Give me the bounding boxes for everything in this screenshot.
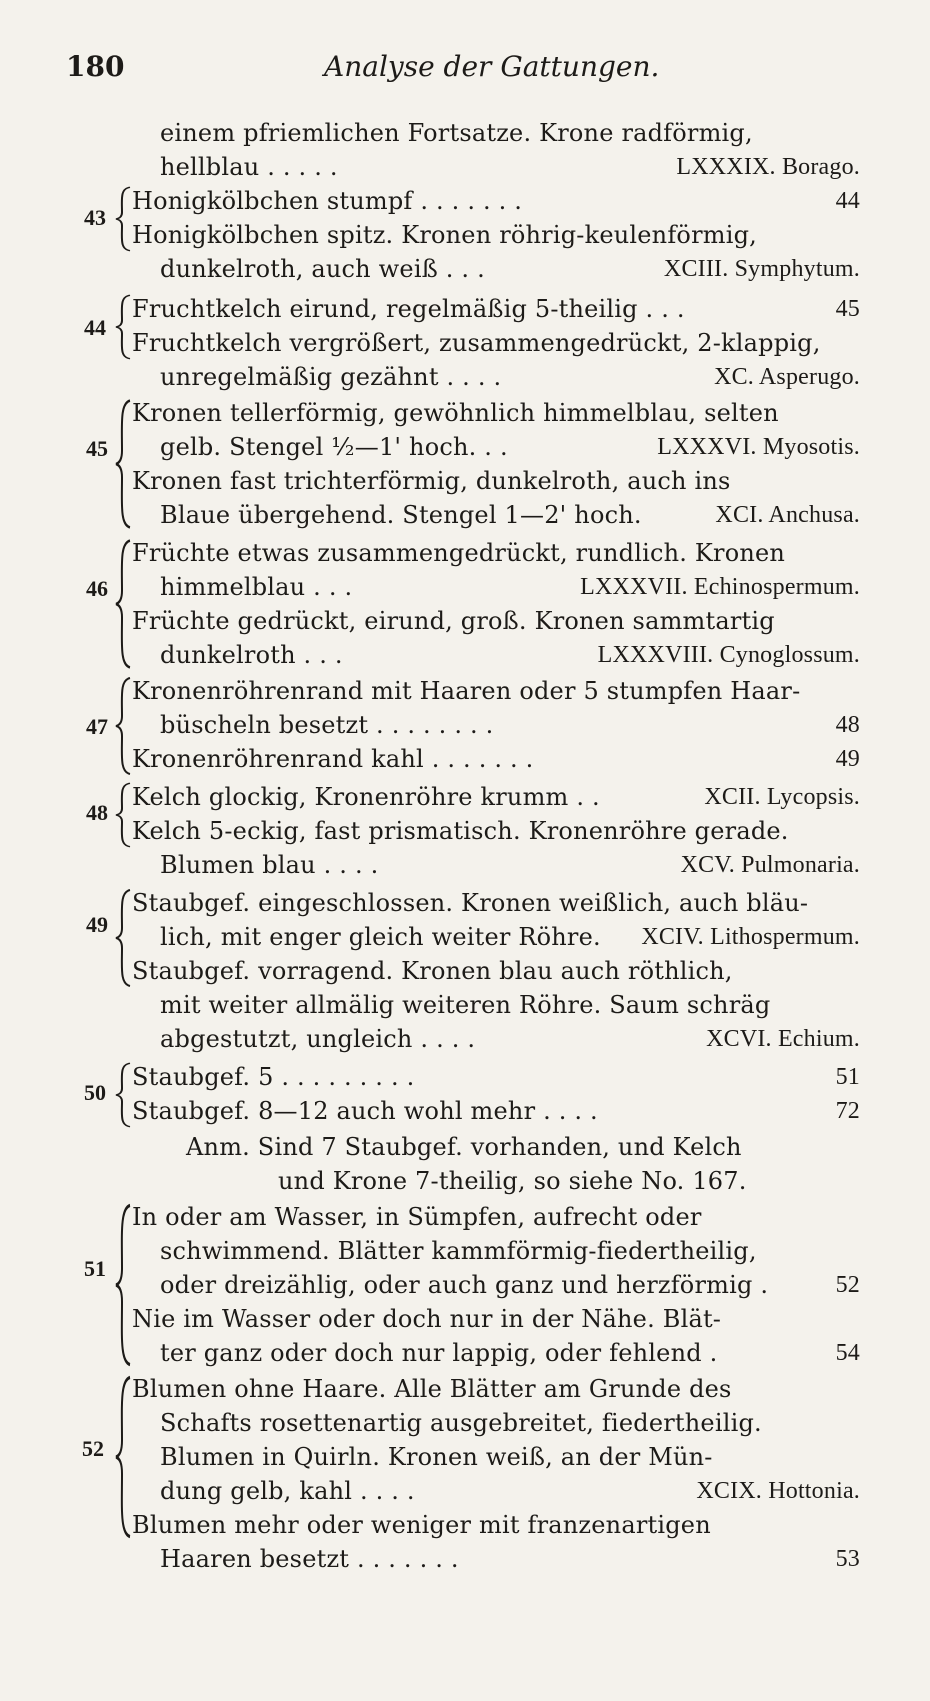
text-line: dunkelroth, auch weiß . . . XCIII. Symphytum. (160, 252, 860, 286)
key-reference: 52 (835, 1272, 860, 1298)
text-line: Kronenröhrenrand kahl . . . . . . . 49 (132, 742, 860, 776)
text-line: Kronen tellerförmig, gewöhnlich himmelblau, selten (132, 399, 779, 427)
text-line: schwimmend. Blätter kammförmig-fiedertheilig, (160, 1237, 757, 1265)
couplet-number: 49 (86, 912, 108, 937)
note-line: und Krone 7-theilig, so siehe No. 167. (278, 1167, 747, 1195)
couplet-number: 48 (86, 800, 108, 825)
text-line: Staubgef. 5 . . . . . . . . . 51 (132, 1060, 860, 1094)
genus-label: LXXXVII. Echinospermum. (580, 574, 860, 600)
brace (114, 1062, 132, 1128)
genus-label: LXXXVI. Myosotis. (657, 434, 860, 460)
text-line: dung gelb, kahl . . . . XCIX. Hottonia. (160, 1474, 860, 1508)
page-header (66, 50, 866, 90)
text-line: Staubgef. 8—12 auch wohl mehr . . . . 72 (132, 1094, 860, 1128)
note-line: Anm. Sind 7 Staubgef. vorhanden, und Kelch (186, 1133, 742, 1161)
genus-label: XCV. Pulmonaria. (680, 852, 860, 878)
brace (114, 888, 132, 988)
text-line: einem pfriemlichen Fortsatze. Krone radförmig, (160, 119, 753, 147)
couplet-number: 51 (84, 1256, 106, 1281)
key-reference: 48 (835, 712, 860, 738)
genus-label: XCIII. Symphytum. (663, 256, 860, 282)
brace (114, 294, 132, 360)
text-line: büscheln besetzt . . . . . . . . 48 (160, 708, 860, 742)
text-line: dunkelroth . . . LXXXVIII. Cynoglossum. (160, 638, 860, 672)
couplet-number: 43 (84, 205, 106, 230)
text-line: unregelmäßig gezähnt . . . . XC. Asperugo. (160, 360, 860, 394)
key-reference: 51 (835, 1064, 860, 1090)
brace (114, 782, 132, 848)
text-line: Blumen blau . . . . XCV. Pulmonaria. (160, 848, 860, 882)
couplet-number: 47 (86, 714, 108, 739)
key-reference: 53 (835, 1546, 860, 1572)
text-line: himmelblau . . . LXXXVII. Echinospermum. (160, 570, 860, 604)
text-line: hellblau . . . . . LXXXIX. Borago. (160, 150, 860, 184)
genus-label: XC. Asperugo. (714, 364, 860, 390)
text-line: Früchte gedrückt, eirund, groß. Kronen sammtartig (132, 607, 775, 635)
text-line: Kelch glockig, Kronenröhre krumm . . XCII. Lycopsis. (132, 780, 860, 814)
genus-label: XCII. Lycopsis. (704, 784, 860, 810)
brace (114, 1374, 132, 1540)
text-line: Blumen in Quirln. Kronen weiß, an der Mün- (160, 1443, 713, 1471)
genus-label: LXXXVIII. Cynoglossum. (597, 642, 860, 668)
text-line: Staubgef. vorragend. Kronen blau auch röthlich, (132, 957, 733, 985)
text-line: In oder am Wasser, in Sümpfen, aufrecht oder (132, 1203, 702, 1231)
text-line: Haaren besetzt . . . . . . . 53 (160, 1542, 860, 1576)
couplet-number: 50 (84, 1080, 106, 1105)
key-reference: 54 (835, 1340, 860, 1366)
brace (114, 676, 132, 776)
key-reference: 45 (835, 296, 860, 322)
genus-label: XCIX. Hottonia. (696, 1478, 860, 1504)
text-line: Kronenröhrenrand mit Haaren oder 5 stumpfen Haar- (132, 677, 801, 705)
genus-label: XCIV. Lithospermum. (641, 924, 860, 950)
text-line: Kronen fast trichterförmig, dunkelroth, auch ins (132, 467, 731, 495)
couplet-number: 45 (86, 436, 108, 461)
text-line: Fruchtkelch vergrößert, zusammengedrückt, 2-klappig, (132, 329, 821, 357)
text-line: mit weiter allmälig weiteren Röhre. Saum schräg (160, 991, 771, 1019)
genus-label: LXXXIX. Borago. (676, 154, 860, 180)
text-line: Kelch 5-eckig, fast prismatisch. Kronenröhre gerade. (132, 817, 789, 845)
couplet-number: 52 (82, 1436, 104, 1461)
text-line: Blaue übergehend. Stengel 1—2' hoch. XCI. Anchusa. (160, 498, 860, 532)
key-reference: 72 (835, 1098, 860, 1124)
brace (114, 186, 132, 252)
couplet-number: 46 (86, 576, 108, 601)
text-line: Honigkölbchen stumpf . . . . . . . 44 (132, 184, 860, 218)
text-line: ter ganz oder doch nur lappig, oder fehlend . 54 (160, 1336, 860, 1370)
text-line: Fruchtkelch eirund, regelmäßig 5-theilig . . . 45 (132, 292, 860, 326)
brace (114, 1202, 132, 1368)
page-number: 180 (66, 50, 125, 83)
text-line: Schafts rosettenartig ausgebreitet, fiedertheilig. (160, 1409, 762, 1437)
text-line: oder dreizählig, oder auch ganz und herzförmig . 52 (160, 1268, 860, 1302)
key-reference: 44 (835, 188, 860, 214)
brace (114, 398, 132, 530)
text-line: Früchte etwas zusammengedrückt, rundlich. Kronen (132, 539, 786, 567)
running-title: Analyse der Gattungen. (324, 50, 660, 83)
text-line: gelb. Stengel ½—1' hoch. . . LXXXVI. Myosotis. (160, 430, 860, 464)
text-line: lich, mit enger gleich weiter Röhre. XCIV. Lithospermum. (160, 920, 860, 954)
couplet-number: 44 (84, 315, 106, 340)
text-line: Staubgef. eingeschlossen. Kronen weißlich, auch bläu- (132, 889, 809, 917)
text-line: Blumen mehr oder weniger mit franzenartigen (132, 1511, 711, 1539)
text-line: Nie im Wasser oder doch nur in der Nähe. Blät- (132, 1305, 722, 1333)
brace (114, 538, 132, 670)
text-line: Honigkölbchen spitz. Kronen röhrig-keulenförmig, (132, 221, 757, 249)
genus-label: XCVI. Echium. (706, 1026, 860, 1052)
text-line: abgestutzt, ungleich . . . . XCVI. Echium. (160, 1022, 860, 1056)
key-reference: 49 (835, 746, 860, 772)
genus-label: XCI. Anchusa. (715, 502, 860, 528)
text-line: Blumen ohne Haare. Alle Blätter am Grunde des (132, 1375, 732, 1403)
